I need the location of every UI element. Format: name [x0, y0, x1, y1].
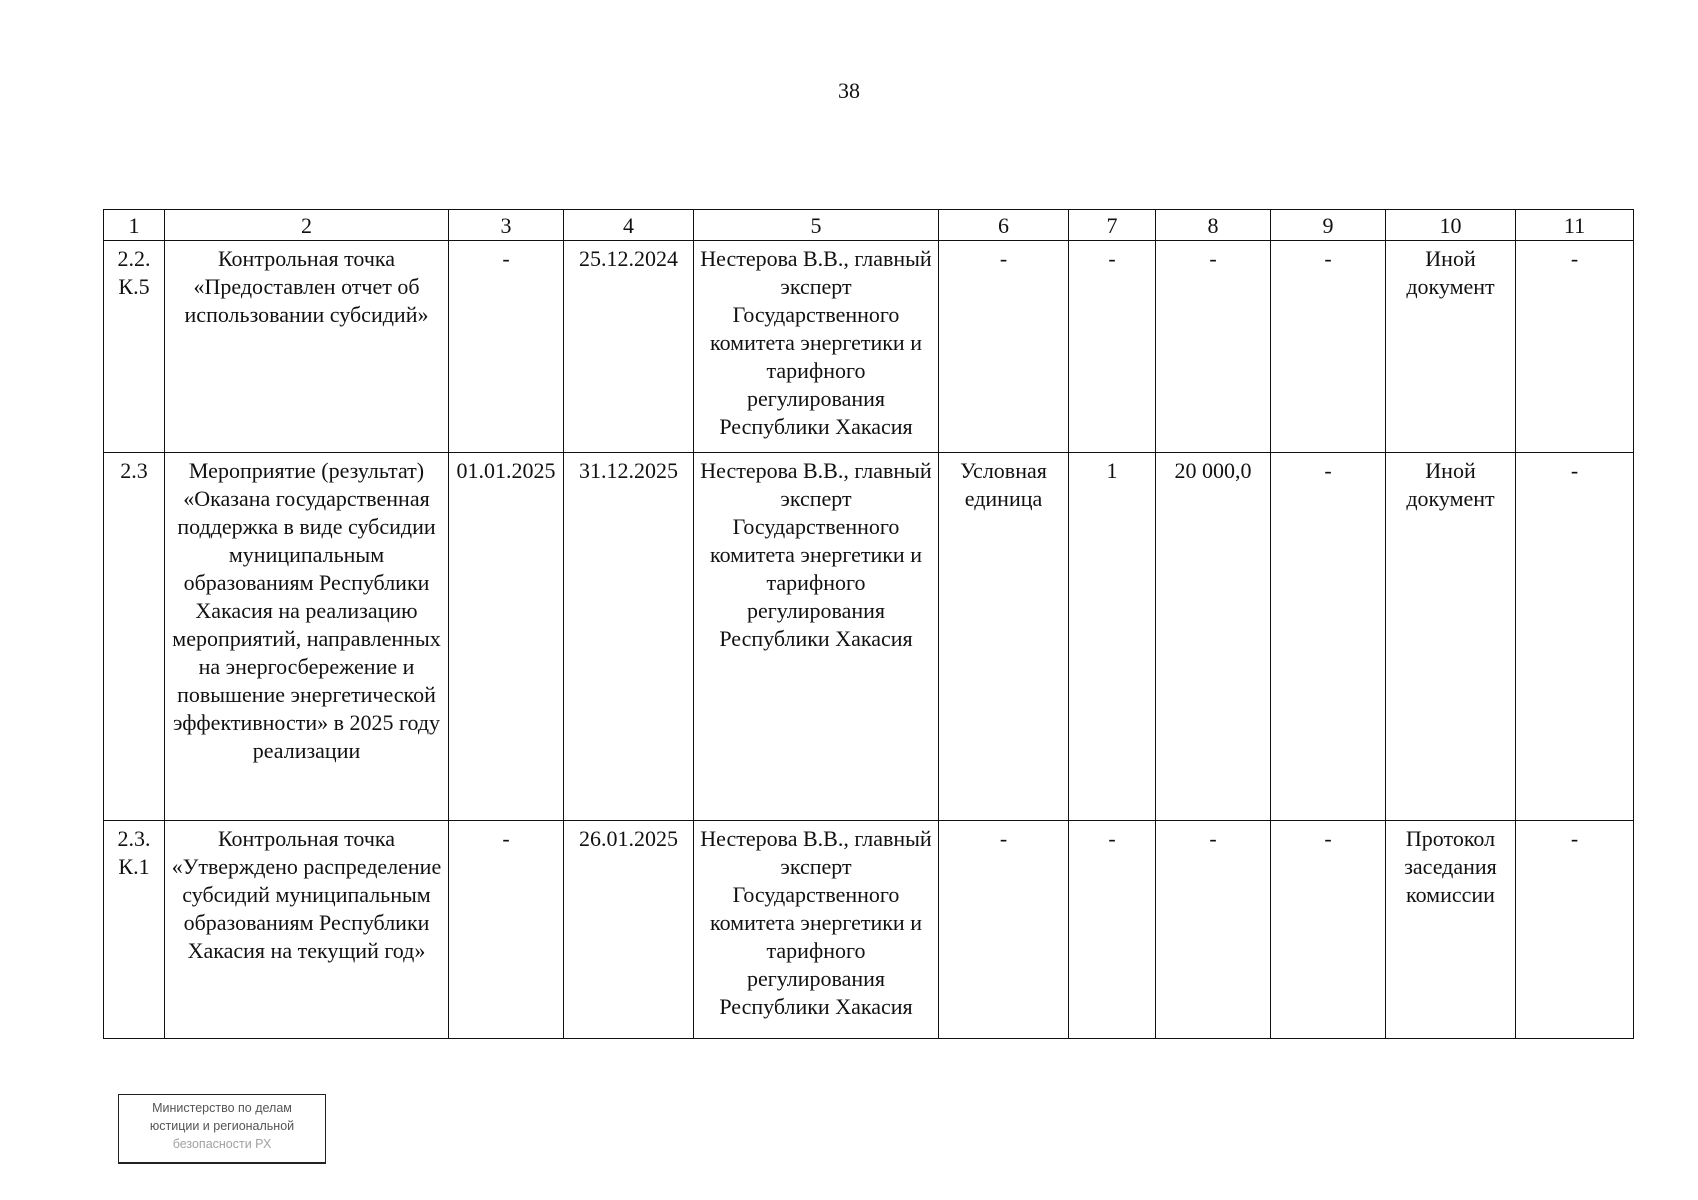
- cell-value: -: [1156, 241, 1271, 453]
- cell-base-value: 1: [1069, 453, 1156, 821]
- cell-end-date: 25.12.2024: [564, 241, 694, 453]
- column-header: 2: [165, 210, 449, 241]
- column-header: 6: [939, 210, 1069, 241]
- column-header: 3: [449, 210, 564, 241]
- cell-start-date: 01.01.2025: [449, 453, 564, 821]
- cell-name: Контрольная точка «Утверждено распределение субсидий муниципальным образованиям Республики Хакасия на текущий год»: [165, 821, 449, 1039]
- column-header: 7: [1069, 210, 1156, 241]
- cell-number: 2.2. К.5: [104, 241, 165, 453]
- cell-start-date: -: [449, 241, 564, 453]
- cell-name: Мероприятие (результат) «Оказана государственная поддержка в виде субсидии муниципальным образованиям Республики Хакасия на реализацию мероприятий, направленных на энергосбережение и повышение энергетической эффективности» в 2025 году реализации: [165, 453, 449, 821]
- column-header: 4: [564, 210, 694, 241]
- column-header: 9: [1271, 210, 1386, 241]
- table-row: [104, 241, 1634, 453]
- table-row: [104, 453, 1634, 821]
- stamp-line: юстиции и региональной: [149, 1119, 295, 1133]
- cell-name: Контрольная точка «Предоставлен отчет об использовании субсидий»: [165, 241, 449, 453]
- table-row: [104, 821, 1634, 1039]
- cell-col-9: -: [1271, 453, 1386, 821]
- cell-end-date: 31.12.2025: [564, 453, 694, 821]
- registration-stamp: [118, 1094, 326, 1164]
- cell-document: Иной документ: [1386, 241, 1516, 453]
- cell-responsible: Нестерова В.В., главный эксперт Государственного комитета энергетики и тарифного регулирования Республики Хакасия: [694, 241, 939, 453]
- cell-col-9: -: [1271, 241, 1386, 453]
- cell-col-11: -: [1516, 241, 1634, 453]
- cell-number: 2.3: [104, 453, 165, 821]
- cell-document: Иной документ: [1386, 453, 1516, 821]
- column-header: 11: [1516, 210, 1634, 241]
- plan-table: [103, 209, 1634, 1039]
- cell-value: -: [1156, 821, 1271, 1039]
- cell-responsible: Нестерова В.В., главный эксперт Государственного комитета энергетики и тарифного регулирования Республики Хакасия: [694, 453, 939, 821]
- cell-col-11: -: [1516, 821, 1634, 1039]
- stamp-line: безопасности РХ: [172, 1137, 272, 1151]
- cell-value: 20 000,0: [1156, 453, 1271, 821]
- page-number: 38: [838, 78, 860, 103]
- cell-start-date: -: [449, 821, 564, 1039]
- column-header: 1: [104, 210, 165, 241]
- cell-unit: -: [939, 241, 1069, 453]
- cell-base-value: -: [1069, 821, 1156, 1039]
- cell-number: 2.3. К.1: [104, 821, 165, 1039]
- column-header: 5: [694, 210, 939, 241]
- stamp-line: Министерство по делам: [152, 1101, 292, 1115]
- cell-unit: Условная единица: [939, 453, 1069, 821]
- cell-col-11: -: [1516, 453, 1634, 821]
- cell-document: Протокол заседания комиссии: [1386, 821, 1516, 1039]
- table-header-row: [104, 210, 1634, 241]
- cell-unit: -: [939, 821, 1069, 1039]
- cell-end-date: 26.01.2025: [564, 821, 694, 1039]
- cell-base-value: -: [1069, 241, 1156, 453]
- cell-col-9: -: [1271, 821, 1386, 1039]
- column-header: 10: [1386, 210, 1516, 241]
- column-header: 8: [1156, 210, 1271, 241]
- cell-responsible: Нестерова В.В., главный эксперт Государственного комитета энергетики и тарифного регулирования Республики Хакасия: [694, 821, 939, 1039]
